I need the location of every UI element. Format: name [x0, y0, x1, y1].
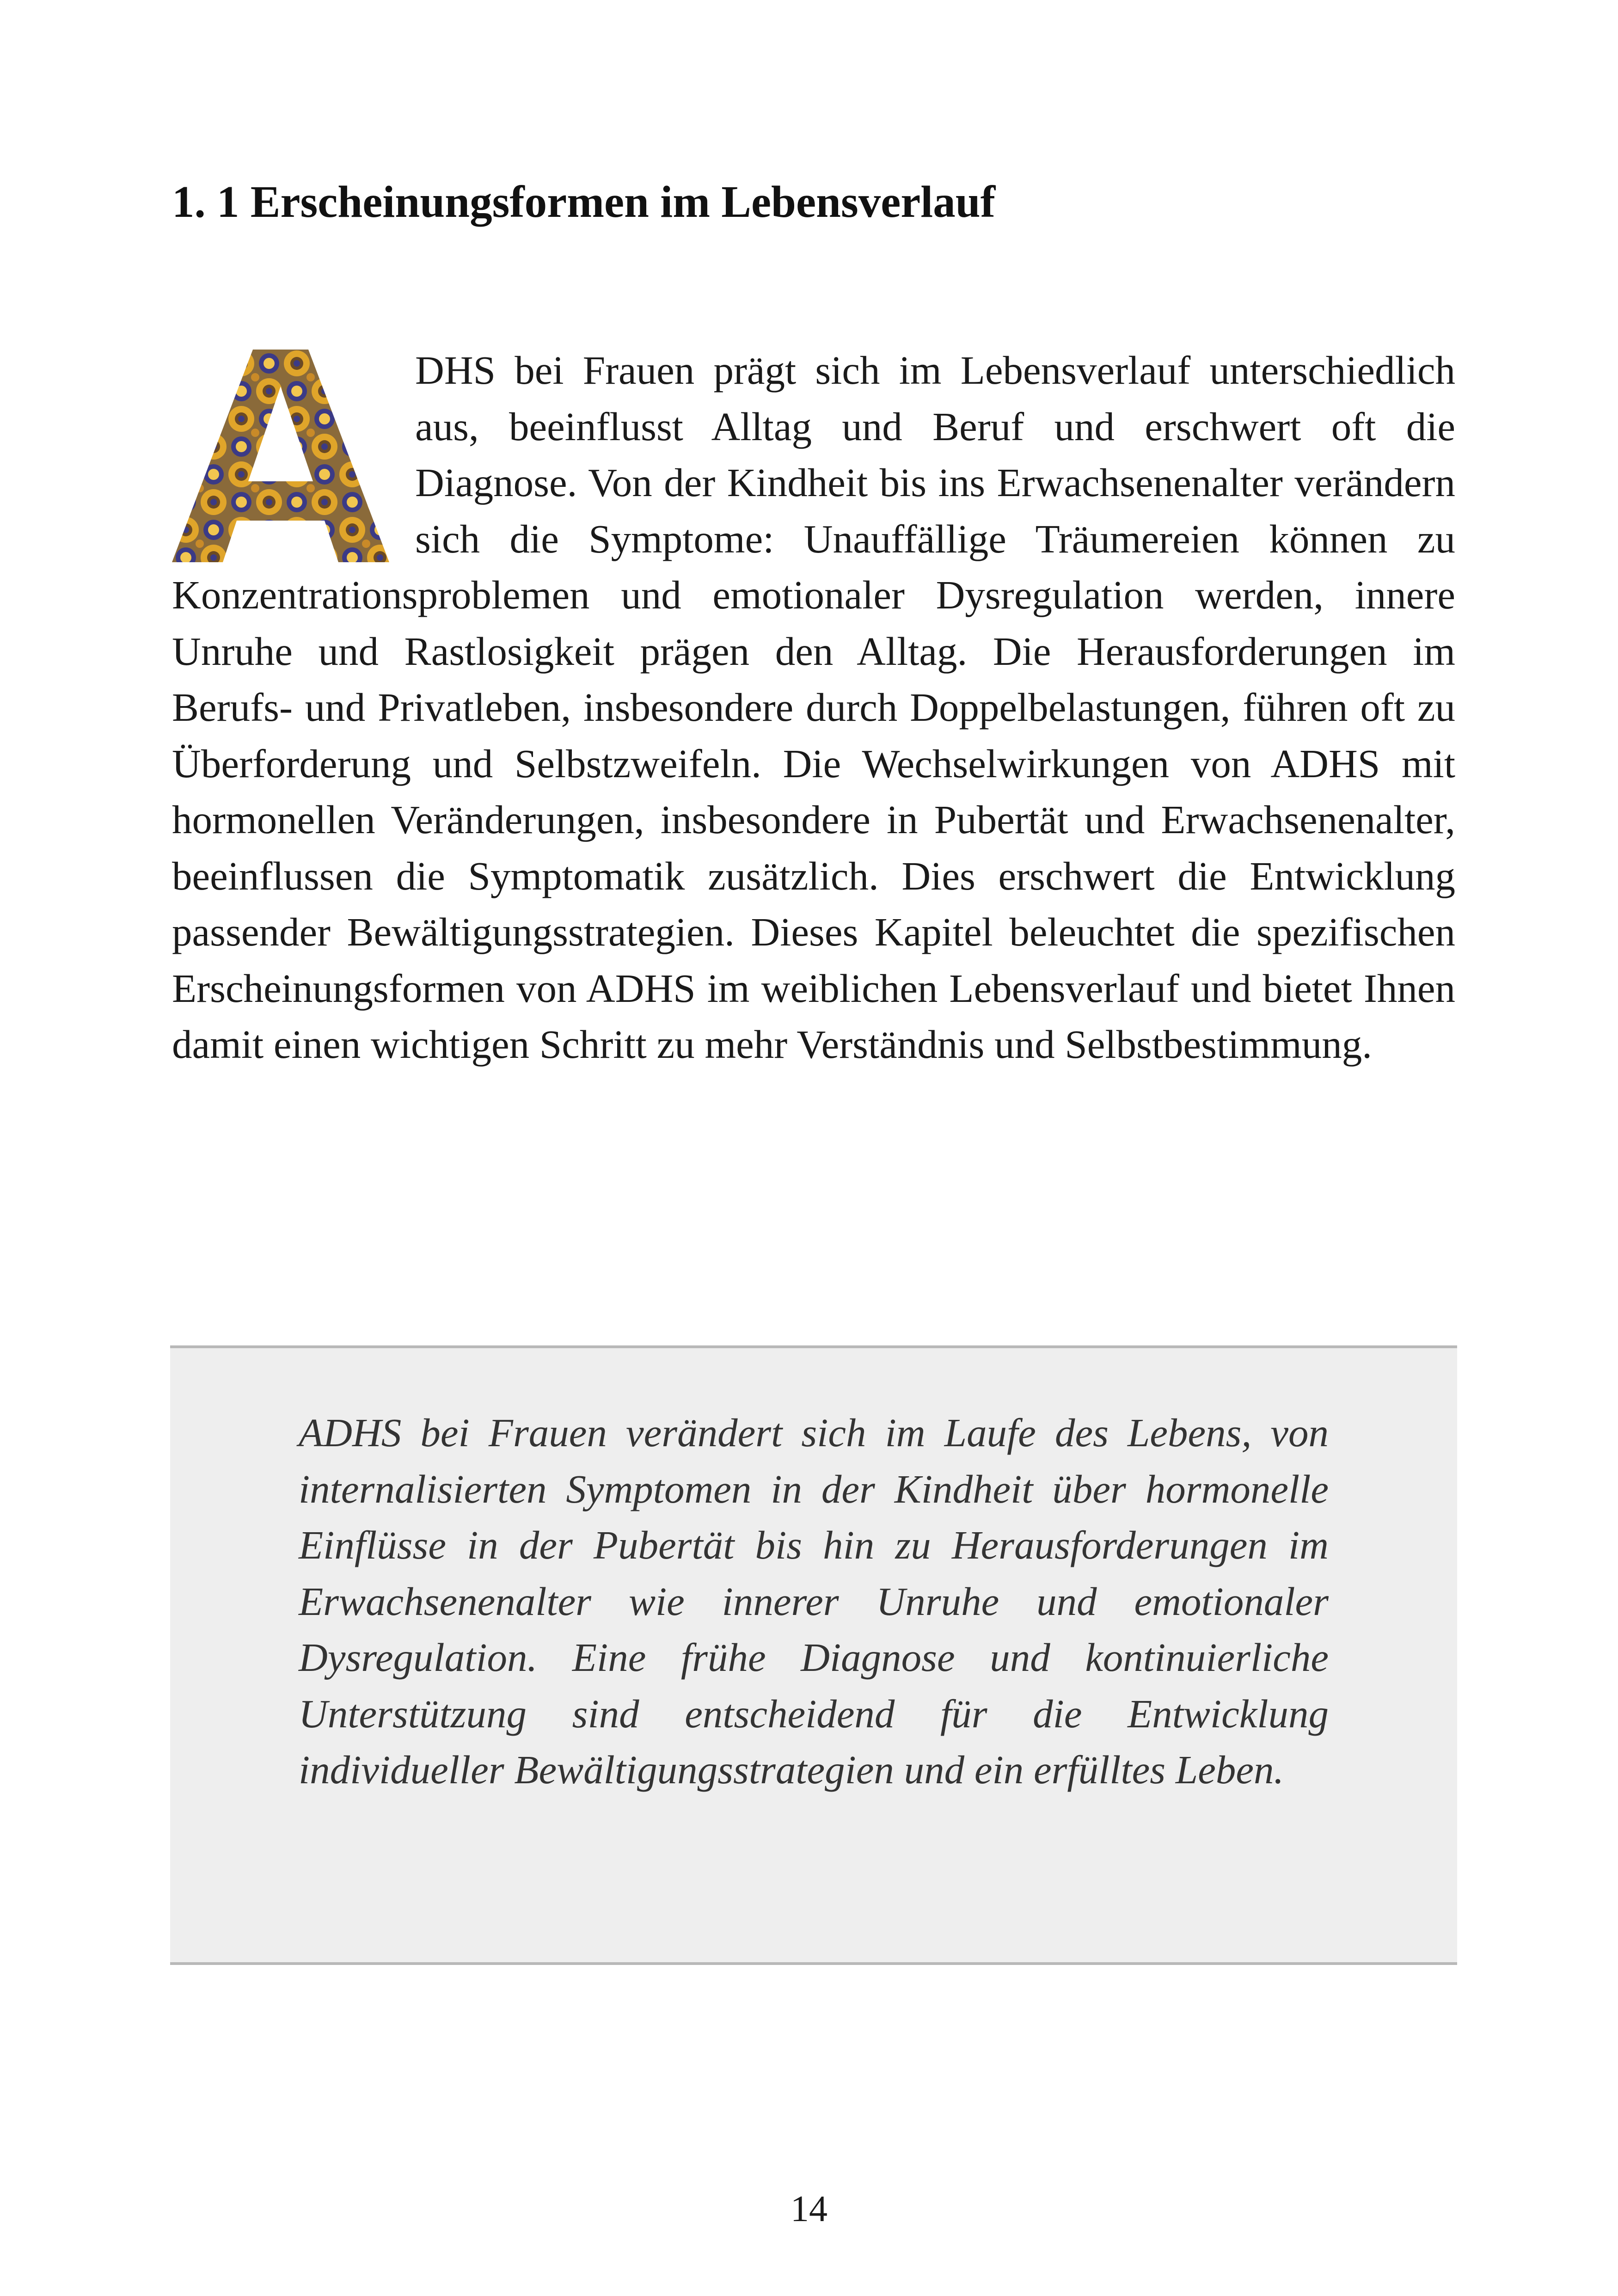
callout-text: ADHS bei Frauen verändert sich im Laufe des Lebens, von internalisierten Symptomen in der Kindheit über hormonelle Einflüsse in der Pubertät bis hin zu Herausforderungen im Erwachsenenalter wie innerer Unruhe und emotionaler Dysregulation. Eine frühe Diagnose und kontinuierliche Unterstützung sind entscheidend für die Entwicklung individueller Bewältigungsstrategien und ein erfülltes Leben.	[299, 1410, 1329, 1792]
section-heading: 1. 1 Erscheinungsformen im Lebensverlauf	[172, 177, 996, 227]
body-paragraph	[172, 342, 1455, 1073]
page-number: 14	[791, 2189, 827, 2229]
ornamental-dropcap-icon	[172, 350, 389, 562]
summary-callout-box	[170, 1345, 1457, 1965]
body-text: DHS bei Frauen prägt sich im Lebensverlauf unterschiedlich aus, beeinflusst Alltag und Beruf und erschwert oft die Diagnose. Von der Kindheit bis ins Erwachsenenalter verändern sich die Symptome: Unauffällige Träumereien können zu Konzentrationsproblemen und emotionaler Dysregulation werden, innere Unruhe und Rastlosigkeit prägen den Alltag. Die Herausforderungen im Berufs- und Privatleben, insbesondere durch Doppelbelastungen, führen oft zu Überforderung und Selbstzweifeln. Die Wechselwirkungen von ADHS mit hormonellen Veränderungen, insbesondere in Pubertät und Erwachsenenalter, beeinflussen die Symptomatik zusätzlich. Dies erschwert die Entwicklung passender Bewältigungsstrategien. Dieses Kapitel beleuchtet die spezifischen Erscheinungsformen von ADHS im weiblichen Lebensverlauf und bietet Ihnen damit einen wichtigen Schritt zu mehr Verständnis und Selbstbestimmung.	[172, 348, 1455, 1067]
